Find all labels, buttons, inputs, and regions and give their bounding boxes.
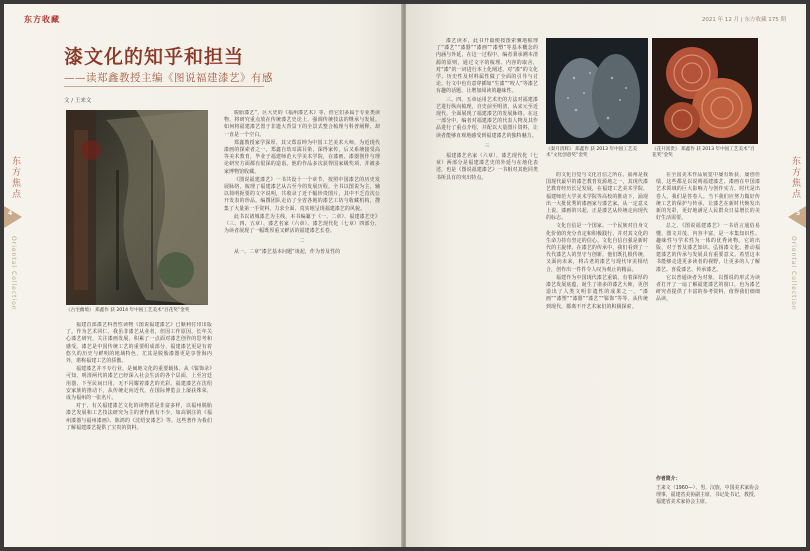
artwork-photo-flowers — [652, 38, 758, 144]
article-subtitle: ——读郑鑫教授主编《图说福建漆艺》有感 — [64, 72, 273, 84]
page-number: 5 — [796, 210, 801, 217]
page-number: 4 — [8, 210, 13, 217]
article-column-3 — [436, 38, 538, 542]
section-tab: 东方焦点 — [10, 156, 20, 200]
paragraph: 从一、二章“漆艺基本问题”谈起，作为普及性的 — [234, 248, 341, 255]
photo-caption: 《古宅幽境》 郑鑫作 获 2014 年中国工艺美术“百花奖”金奖 — [66, 308, 190, 313]
paragraph: 福建首部漆艺科普性读物《图说福建漆艺》已顺利付印出版了。作为艺术同仁，我虽非漆艺从业者，但因工作原因，长年关心漆艺研究，关注漆画发展，积累了一点面对漆艺创作的思考和感受。漆艺是中国传统工艺的重要组成部分，福建漆艺更是有着悠久的历史与鲜明的地域特色，尤其是脱胎漆器更是享誉海内外，堪称福建工艺的骄傲。 — [66, 322, 212, 365]
section-divider: 二 — [299, 238, 305, 245]
paragraph: 漆艺读本，此书开篇便按图索骥地梳理了“漆艺”“漆器”“漆画”“漆塑”等基本概念的内涵与外延，在这一过程中，编者秉承溯本清源的原则，通过文字的梳理、内容的取舍，对“漆”的一词进行本土化阐述，对“漆”的文化学、历史性及材料属性做了全面的引导与讨论，行文中也有意穿插如“生漆”“咬人”等漆艺有趣的话题，让增加阅读的趣味性。 — [436, 38, 538, 95]
artwork-photo-moonlight — [546, 38, 648, 144]
right-page — [406, 4, 806, 547]
paragraph: 福建作为中国现代漆艺重镇，有着深厚的漆艺发展底蕴，诞生了诸多的漆艺大师，更创造出了人类文明非遗性的成果之一。“漆画”“漆塑”“漆器”“漆艺”“髹饰”等等，从传统到现代，都离不开艺术家们的积极探索。 — [546, 274, 648, 310]
article-column-2 — [224, 110, 380, 542]
paragraph: 脱胎漆艺”，区大史的《福州漆艺术》等，但它们多属于专业类读物，将研究重点放在传统漆艺史论上，强调传统技法的继承与发展。如何将福建漆艺置于非遗大背景下的全景式整合梳理与科普阐释，却一直是一个空白。 — [224, 110, 380, 138]
article-column-5 — [656, 172, 760, 472]
paragraph: 对于，有关福建漆艺文化的读物甚是非富多样，以福州脱胎漆艺发展和工艺技法研究为主的著作就有不少，如高钢注的《福州漆器与福州漆画》、陈鸿的《沈绍安漆艺》等，这些著作为我们了解福建漆艺提供了宝贵的资料。 — [66, 403, 212, 431]
paragraph: 三、四、五章运用艺术史的方法对福建漆艺进行纵向梳理，自史前至明清，从宋元至近现代，全面展现了福建漆艺的发展脉络。在这一部分中，编者对福建漆艺的代表人物及其作品进行了重点介绍，并配以大量图片资料，让读者能够直观地感受到福建漆艺的独特魅力。 — [436, 96, 538, 139]
paragraph: 文化自信是一个国家、一个民族对自身文化价值的充分肯定和积极践行，并对其文化的生命力持有坚定的信心。文化自信自强是新时代的主旋律。在漆艺的传承中，我们看到了一代代漆艺人的坚守与创新，他们既扎根传统，又面向未来，将古老的漆艺与现代审美相结合，创作出一件件令人叹为观止的精品。 — [546, 223, 648, 273]
author-line: 文 / 王来文 — [64, 98, 92, 104]
section-tab-en: Oriental Collection — [790, 236, 797, 311]
paragraph: 的文化自觉与文化自信之所在。福州是我国现代最早的漆艺教育发源地之一，其现代漆艺教育经历长足发展，在福建工艺美术学院、福建师范大学美术学院等高校的推动下，涌现出一大批优秀的漆画家与漆艺家。从一定意义上说，漆画的兴起，正是漆艺从传统走向现代的标志。 — [546, 172, 648, 222]
section-divider: 三 — [484, 142, 490, 149]
artwork-photo-ancient-house — [66, 110, 208, 305]
article-column-1 — [66, 322, 212, 542]
photo-caption-left: 《秦月清辉》 郑鑫作 获 2013 年中国工艺美术“文化创意奖”金奖 — [546, 147, 638, 158]
paragraph: 总之，《图说福建漆艺》一书语言通俗易懂，图文并茂，内容丰富，是一本集知识性、趣味性与学术性为一体的优秀读物。它的出版，对于普及漆艺知识、弘扬漆文化、推动福建漆艺的传承与发展具有重要意义。希望这本书能够走进更多读者的视野，让更多的人了解漆艺、喜爱漆艺、传承漆艺。 — [656, 223, 760, 273]
photo-caption-right: 《花开富贵》 郑鑫作 获 2013 年中国工艺美术“百花奖”金奖 — [652, 147, 755, 158]
paragraph: 在全国美术作品展览中屡有斩获，屡创佳绩，这些都足以说明福建漆艺、漆画在中国漆艺术领域的巨大影响力与创作实力。时代是出卷人，我们是答卷人。当下我们应努力做好传统工艺的保护与传承，让漆艺在新时代焕发出新的光彩，更好地满足人民群众日益增长的美好生活需要。 — [656, 172, 760, 222]
title-divider — [64, 86, 264, 87]
section-tab: 东方焦点 — [790, 156, 800, 200]
author-bio — [656, 476, 760, 506]
magazine-logo: 东方收藏 — [24, 14, 60, 24]
issue-info: 2021 年 12 月 | 东方收藏 175 期 — [701, 17, 786, 23]
paragraph: 《图说福建漆艺》一书共设十一个章节，按照中国漆艺的历史发展脉络，梳理了福建漆艺从古至今的发展历程。全书以图说为主，辅以简明扼要的文字说明，共收录了近千幅珍贵图片，其中不乏首次公开发表的珍品。编撰团队走访了全省各地的漆艺工坊与收藏机构，搜集了大量第一手资料，力求全面、真实地呈现福建漆艺的风貌。 — [224, 176, 380, 212]
paragraph: 此书以诸城漆艺为主线，本书编纂于《一、二章》、福建漆艺史》（三、四、五章）、漆艺名家（六章）、漆艺现代化（七章）四部分，为读者展现了一幅既厚重又鲜活的福建漆艺长卷。 — [224, 213, 380, 235]
article-title: 漆文化的知乎和担当 — [64, 46, 245, 68]
page-marker — [4, 206, 22, 228]
paragraph: 福建漆艺并不专行业，是闽地文化的重要载体。从《髹饰录》可知，明清两代的漆艺已经深入社会生活的各个层面，上至宫廷用器，下至民间日用，无不闪耀着漆艺的光彩。福建漆艺在沈绍安家族的推动下，从传统走向近代，在国际博览会上屡获殊荣，成为福州的一张名片。 — [66, 366, 212, 402]
lacquer-painting-image — [66, 110, 208, 305]
section-tab-en: Oriental Collection — [10, 236, 17, 311]
left-page — [4, 4, 402, 547]
author-bio-text: 王来文（1960—），男，汉族，中国美术家协会理事，福建省美协副主席，书记处书记，教授，福建省美术家协会主席。 — [656, 485, 759, 505]
paragraph: 它以普通读者为对象，以图说的形式为读者打开了一扇了解福建漆艺的窗口，也为漆艺研究者提供了丰富的参考资料，值得我们细细品读。 — [656, 274, 760, 303]
paragraph: 郑鑫教授家学深厚，其父郑益坤为中国工艺美术大师，为近现代漆画的探索者之一。郑鑫自幼耳濡目染，深得家传，后又系统接受高等美术教育，毕业于福建师范大学美术学院，在漆画、漆器创作与理论研究方面都有很深的造诣。他的作品多次获得国家级奖项，并被多家博物馆收藏。 — [224, 139, 380, 175]
lacquer-flower-image — [652, 38, 758, 144]
paragraph: 福建漆艺名家（六章），漆艺现代化（七章）两部分是福建漆艺史的外延与在地化表述，也是《图说福建漆艺》一书相对其他同类书所具有的突出特点。 — [436, 153, 538, 181]
lacquer-vase-image — [546, 38, 648, 144]
article-column-4 — [546, 172, 648, 542]
author-bio-title: 作者简介： — [656, 476, 681, 482]
